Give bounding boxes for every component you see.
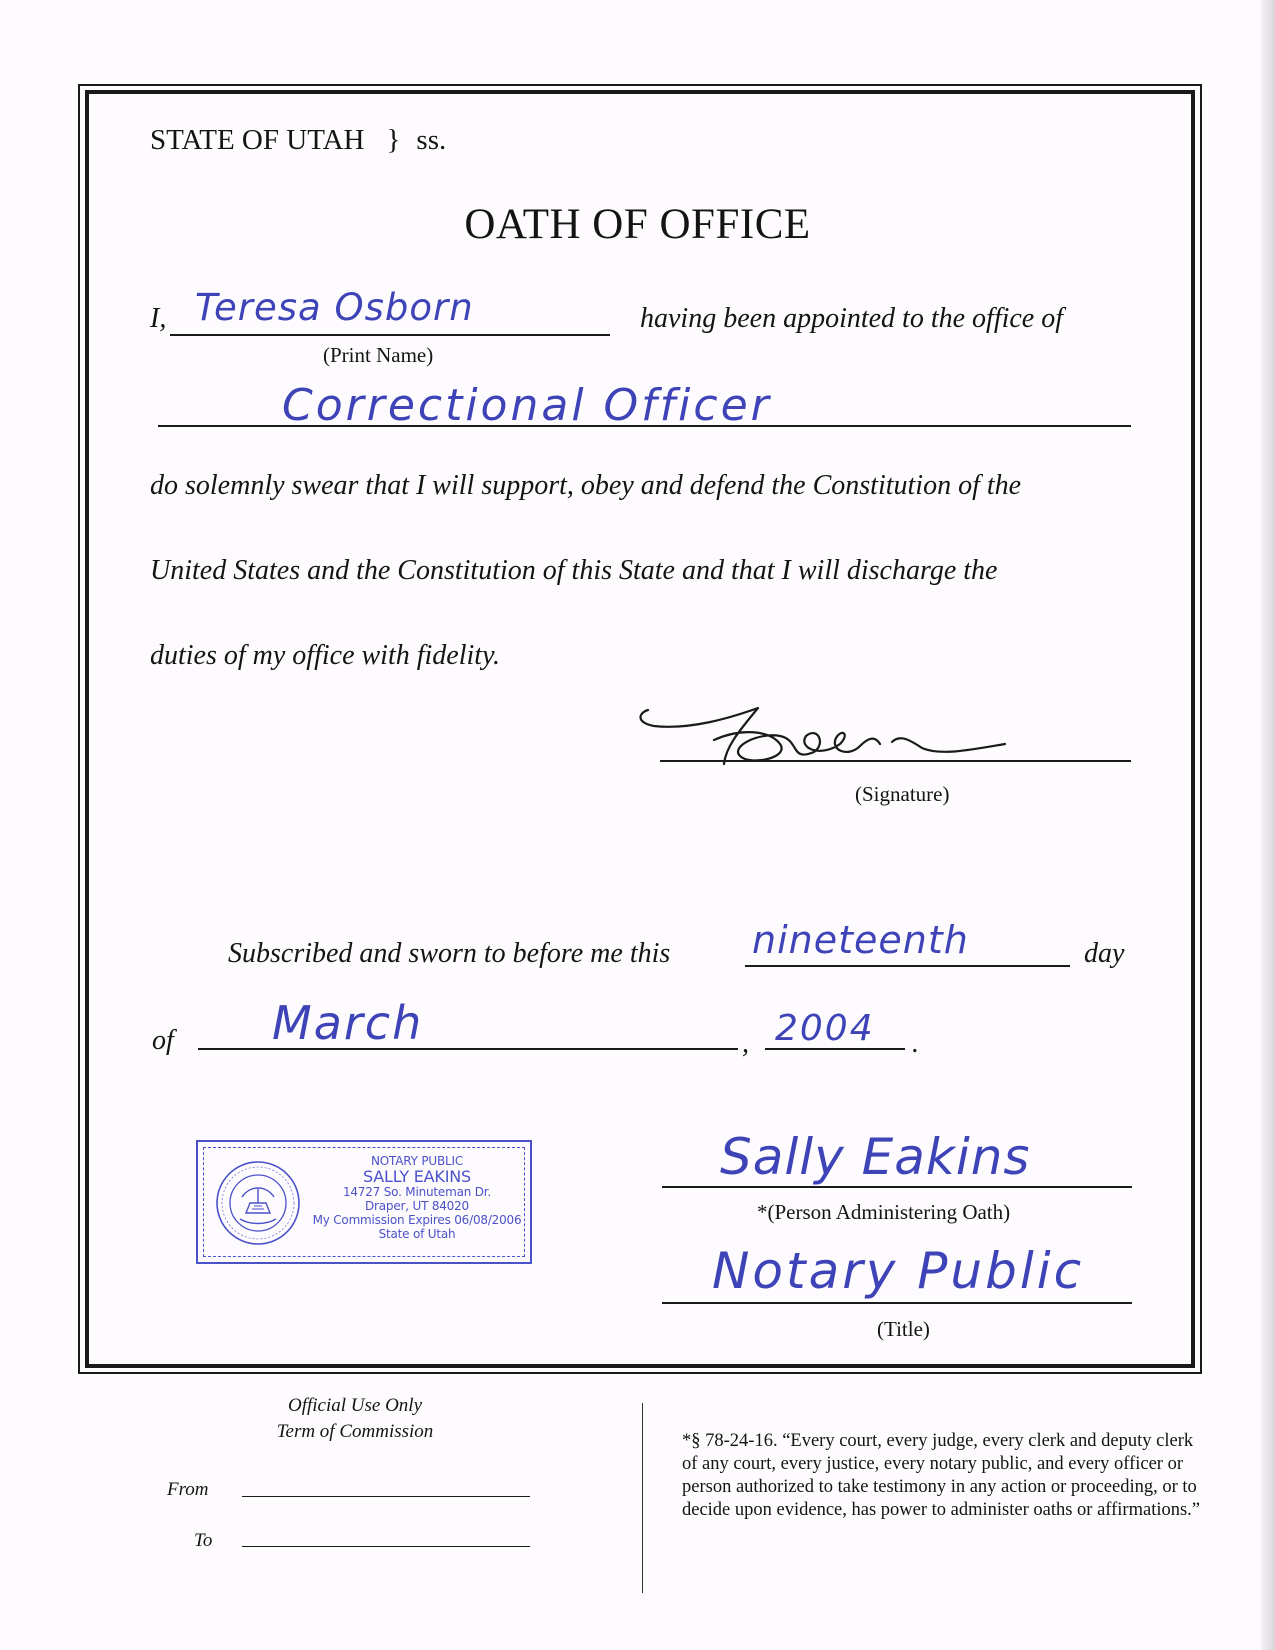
stamp-text	[310, 1154, 524, 1241]
stamp-line-expiry: My Commission Expires 06/08/2006	[312, 1213, 522, 1227]
print-name-line	[170, 334, 610, 336]
stamp-line-city: Draper, UT 84020	[365, 1199, 469, 1213]
administrator-caption: *(Person Administering Oath)	[757, 1200, 1011, 1224]
oath-line-2: United States and the Constitution of this State and that I will discharge the	[150, 555, 998, 586]
subscribed-text: Subscribed and sworn to before me this	[228, 938, 671, 969]
from-field-line[interactable]	[242, 1496, 530, 1497]
day-line	[745, 965, 1070, 967]
statute-note: *§ 78-24-16. “Every court, every judge, every clerk and deputy clerk of any court, every justice, every notary public, and every officer or person authorized to take testimony in any action or proceeding, or to decide upon evidence, has power to administer oaths or affirmations.”	[682, 1431, 1201, 1520]
year-handwriting: 2004	[775, 1008, 875, 1049]
title-caption: (Title)	[877, 1317, 930, 1341]
jurat-period: .	[912, 1028, 919, 1059]
stamp-line-notary-public: NOTARY PUBLIC	[371, 1154, 463, 1168]
notary-stamp	[196, 1140, 532, 1264]
month-handwriting: March	[272, 996, 424, 1050]
document-title: OATH OF OFFICE	[464, 201, 811, 248]
footer-divider	[642, 1403, 643, 1593]
i-label: I,	[150, 303, 167, 334]
state-venue	[150, 124, 446, 157]
stamp-line-state: State of Utah	[378, 1227, 456, 1241]
office-handwriting: Correctional Officer	[282, 380, 772, 431]
from-label: From	[167, 1479, 209, 1500]
of-label: of	[152, 1025, 174, 1056]
month-year-comma: ,	[742, 1028, 749, 1059]
term-of-commission-heading: Term of Commission	[276, 1421, 434, 1442]
title-line	[662, 1302, 1132, 1304]
printed-name-handwriting: Teresa Osborn	[195, 286, 474, 329]
print-name-caption: (Print Name)	[323, 343, 434, 367]
applicant-signature	[630, 700, 1020, 775]
administrator-signature: Sally Eakins	[720, 1128, 1031, 1186]
stamp-line-name: SALLY EAKINS	[363, 1167, 471, 1186]
oath-line-3: duties of my office with fidelity.	[150, 640, 500, 671]
oath-line-1: do solemnly swear that I will support, obey and defend the Constitution of the	[150, 470, 1022, 501]
day-handwriting: nineteenth	[752, 918, 969, 962]
appointed-text: having been appointed to the office of	[640, 303, 1064, 334]
title-handwriting: Notary Public	[712, 1242, 1085, 1300]
venue-brace: }	[386, 124, 401, 156]
signature-caption: (Signature)	[855, 782, 950, 806]
stamp-line-street: 14727 So. Minuteman Dr.	[342, 1185, 492, 1199]
to-field-line[interactable]	[242, 1546, 530, 1547]
day-label: day	[1084, 938, 1125, 969]
administrator-signature-line	[662, 1186, 1132, 1188]
state-name: STATE OF UTAH	[150, 124, 365, 156]
official-use-heading: Official Use Only	[287, 1395, 423, 1416]
venue-ss: ss.	[416, 124, 447, 156]
to-label: To	[194, 1530, 213, 1551]
utah-state-seal-icon	[214, 1159, 302, 1247]
